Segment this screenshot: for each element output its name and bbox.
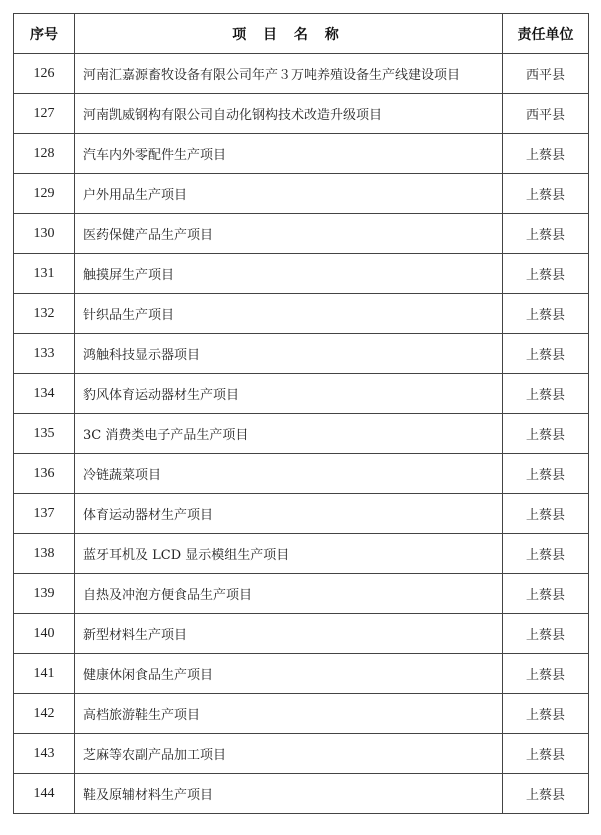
header-index: 序号 (14, 14, 75, 54)
row-responsible-unit: 上蔡县 (503, 134, 589, 174)
table-row (14, 774, 589, 814)
row-index: 143 (14, 734, 75, 774)
table-row (14, 254, 589, 294)
row-project-name: 鸿触科技显示器项目 (75, 334, 503, 374)
project-table (13, 13, 589, 814)
row-index: 142 (14, 694, 75, 734)
table-header (14, 14, 589, 54)
header-responsible-unit: 责任单位 (503, 14, 589, 54)
table-row (14, 134, 589, 174)
table-row (14, 534, 589, 574)
table-row (14, 734, 589, 774)
row-index: 131 (14, 254, 75, 294)
row-project-name: 户外用品生产项目 (75, 174, 503, 214)
row-responsible-unit: 上蔡县 (503, 414, 589, 454)
row-project-name: 高档旅游鞋生产项目 (75, 694, 503, 734)
row-project-name: 体育运动器材生产项目 (75, 494, 503, 534)
row-responsible-unit: 上蔡县 (503, 574, 589, 614)
row-index: 138 (14, 534, 75, 574)
table-row (14, 454, 589, 494)
table-row (14, 174, 589, 214)
table-row (14, 574, 589, 614)
table-row (14, 614, 589, 654)
row-project-name: 自热及冲泡方便食品生产项目 (75, 574, 503, 614)
row-responsible-unit: 上蔡县 (503, 774, 589, 814)
row-responsible-unit: 西平县 (503, 94, 589, 134)
table-row (14, 54, 589, 94)
row-index: 134 (14, 374, 75, 414)
row-responsible-unit: 上蔡县 (503, 294, 589, 334)
row-index: 129 (14, 174, 75, 214)
row-index: 126 (14, 54, 75, 94)
row-responsible-unit: 上蔡县 (503, 374, 589, 414)
row-index: 136 (14, 454, 75, 494)
row-responsible-unit: 上蔡县 (503, 734, 589, 774)
row-project-name: 芝麻等农副产品加工项目 (75, 734, 503, 774)
row-responsible-unit: 西平县 (503, 54, 589, 94)
table-row (14, 654, 589, 694)
table-row (14, 94, 589, 134)
row-index: 135 (14, 414, 75, 454)
table-row (14, 694, 589, 734)
row-responsible-unit: 上蔡县 (503, 174, 589, 214)
row-index: 127 (14, 94, 75, 134)
header-row (14, 14, 589, 54)
row-responsible-unit: 上蔡县 (503, 614, 589, 654)
row-project-name: 针织品生产项目 (75, 294, 503, 334)
row-project-name: 3C 消费类电子产品生产项目 (75, 414, 503, 454)
row-project-name: 新型材料生产项目 (75, 614, 503, 654)
table-row (14, 294, 589, 334)
row-project-name: 医药保健产品生产项目 (75, 214, 503, 254)
table-row (14, 334, 589, 374)
row-index: 132 (14, 294, 75, 334)
row-responsible-unit: 上蔡县 (503, 654, 589, 694)
row-responsible-unit: 上蔡县 (503, 214, 589, 254)
row-index: 133 (14, 334, 75, 374)
table-row (14, 494, 589, 534)
row-project-name: 汽车内外零配件生产项目 (75, 134, 503, 174)
row-responsible-unit: 上蔡县 (503, 334, 589, 374)
row-project-name: 蓝牙耳机及 LCD 显示模组生产项目 (75, 534, 503, 574)
row-index: 140 (14, 614, 75, 654)
table-row (14, 414, 589, 454)
row-index: 128 (14, 134, 75, 174)
row-project-name: 触摸屏生产项目 (75, 254, 503, 294)
table-body (14, 54, 589, 814)
table-row (14, 374, 589, 414)
row-responsible-unit: 上蔡县 (503, 534, 589, 574)
row-project-name: 河南凯威钢构有限公司自动化钢构技术改造升级项目 (75, 94, 503, 134)
row-project-name: 冷链蔬菜项目 (75, 454, 503, 494)
row-index: 139 (14, 574, 75, 614)
row-project-name: 健康休闲食品生产项目 (75, 654, 503, 694)
row-index: 144 (14, 774, 75, 814)
row-index: 137 (14, 494, 75, 534)
row-project-name: 豹风体育运动器材生产项目 (75, 374, 503, 414)
row-index: 130 (14, 214, 75, 254)
row-project-name: 鞋及原辅材料生产项目 (75, 774, 503, 814)
row-index: 141 (14, 654, 75, 694)
row-responsible-unit: 上蔡县 (503, 494, 589, 534)
row-responsible-unit: 上蔡县 (503, 254, 589, 294)
project-list-sheet (13, 13, 588, 814)
row-responsible-unit: 上蔡县 (503, 454, 589, 494)
table-row (14, 214, 589, 254)
row-responsible-unit: 上蔡县 (503, 694, 589, 734)
row-project-name: 河南汇嘉源畜牧设备有限公司年产３万吨养殖设备生产线建设项目 (75, 54, 503, 94)
header-project-name: 项 目 名 称 (75, 14, 503, 54)
